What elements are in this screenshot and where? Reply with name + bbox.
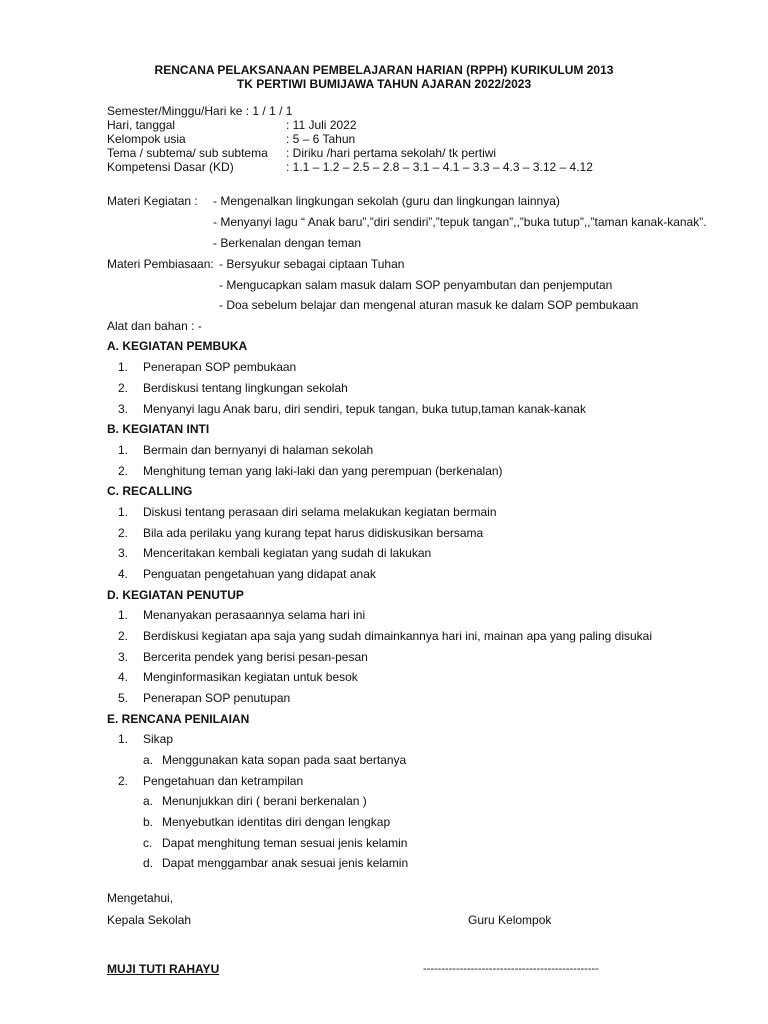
list-number: 5. — [118, 691, 129, 705]
tema-label: Tema / subtema/ sub subtema — [107, 146, 268, 160]
document-title-line2: TK PERTIWI BUMIJAWA TAHUN AJARAN 2022/2023 — [236, 77, 532, 91]
materi-pembiasaan-item: - Mengucapkan salam masuk dalam SOP penyambutan dan penjemputan — [219, 278, 613, 292]
list-item: Berdiskusi kegiatan apa saja yang sudah dimainkannya hari ini, mainan apa yang paling disukai — [143, 629, 652, 643]
sublist-item: Menyebutkan identitas diri dengan lengkap — [162, 815, 391, 829]
list-number: 4. — [118, 670, 129, 684]
section-heading-e: E. RENCANA PENILAIAN — [107, 712, 250, 726]
list-number: 1. — [118, 443, 129, 457]
list-number: 3. — [118, 402, 129, 416]
alat-bahan: Alat dan bahan : - — [107, 319, 202, 333]
list-item: Penerapan SOP pembukaan — [143, 360, 297, 374]
kepala-sekolah-label: Kepala Sekolah — [107, 913, 192, 927]
sublist-letter: c. — [143, 836, 153, 850]
kd-label: Kompetensi Dasar (KD) — [107, 160, 234, 174]
list-item: Bila ada perilaku yang kurang tepat harus didiskusikan bersama — [143, 526, 484, 540]
list-number: 1. — [118, 505, 129, 519]
list-number: 1. — [118, 360, 129, 374]
mengetahui-label: Mengetahui, — [107, 891, 174, 905]
materi-pembiasaan-item: - Doa sebelum belajar dan mengenal aturan masuk ke dalam SOP pembukaan — [219, 298, 639, 312]
list-item: Menceritakan kembali kegiatan yang sudah di lakukan — [143, 546, 432, 560]
hari-tanggal-label: Hari, tanggal — [107, 118, 176, 132]
materi-pembiasaan-label: Materi Pembiasaan: — [107, 257, 214, 271]
sublist-letter: a. — [143, 794, 154, 808]
materi-kegiatan-item: - Berkenalan dengan teman — [213, 236, 362, 250]
list-number: 2. — [118, 774, 129, 788]
kelompok-usia-value: : 5 – 6 Tahun — [286, 132, 356, 146]
kelompok-usia-label: Kelompok usia — [107, 132, 186, 146]
list-item: Bercerita pendek yang berisi pesan-pesan — [143, 650, 368, 664]
sublist-letter: a. — [143, 753, 154, 767]
list-item: Menginformasikan kegiatan untuk besok — [143, 670, 358, 684]
list-item: Berdiskusi tentang lingkungan sekolah — [143, 381, 348, 395]
guru-kelompok-label: Guru Kelompok — [468, 913, 552, 927]
list-number: 2. — [118, 526, 129, 540]
sublist-item: Dapat menghitung teman sesuai jenis kelamin — [162, 836, 408, 850]
semester-label: Semester/Minggu/Hari ke : 1 / 1 / 1 — [107, 104, 293, 118]
sublist-letter: b. — [143, 815, 154, 829]
list-item: Menyanyi lagu Anak baru, diri sendiri, tepuk tangan, buka tutup,taman kanak-kanak — [143, 402, 586, 416]
section-heading-d: D. KEGIATAN PENUTUP — [107, 588, 244, 602]
guru-signature-line: ------------------------------------------------ — [423, 963, 599, 975]
sublist-item: Dapat menggambar anak sesuai jenis kelamin — [162, 856, 409, 870]
materi-kegiatan-item: - Menyanyi lagu “ Anak baru”,”diri sendiri”,”tepuk tangan”,,”buka tutup”,,”taman kanak-kanak”. — [213, 215, 707, 229]
list-item: Menanyakan perasaannya selama hari ini — [143, 608, 366, 622]
kepala-sekolah-name: MUJI TUTI RAHAYU — [107, 962, 220, 976]
sublist-letter: d. — [143, 856, 154, 870]
list-item: Penerapan SOP penutupan — [143, 691, 291, 705]
list-number: 4. — [118, 567, 129, 581]
hari-tanggal-value: : 11 Juli 2022 — [286, 118, 357, 132]
list-item: Sikap — [143, 732, 174, 746]
list-item: Menghitung teman yang laki-laki dan yang perempuan (berkenalan) — [143, 464, 503, 478]
list-item: Diskusi tentang perasaan diri selama melakukan kegiatan bermain — [143, 505, 497, 519]
list-number: 2. — [118, 629, 129, 643]
sublist-item: Menggunakan kata sopan pada saat bertanya — [162, 753, 407, 767]
materi-pembiasaan-item: - Bersyukur sebagai ciptaan Tuhan — [219, 257, 405, 271]
sublist-item: Menunjukkan diri ( berani berkenalan ) — [162, 794, 367, 808]
tema-value: : Diriku /hari pertama sekolah/ tk pertiwi — [286, 146, 497, 160]
section-heading-b: B. KEGIATAN INTI — [107, 422, 210, 436]
list-number: 3. — [118, 546, 129, 560]
list-number: 1. — [118, 732, 129, 746]
list-item: Penguatan pengetahuan yang didapat anak — [143, 567, 376, 581]
section-heading-c: C. RECALLING — [107, 484, 193, 498]
section-heading-a: A. KEGIATAN PEMBUKA — [107, 339, 248, 353]
document-title-line1: RENCANA PELAKSANAAN PEMBELAJARAN HARIAN (RPPH) KURIKULUM 2013 — [154, 63, 614, 77]
list-number: 1. — [118, 608, 129, 622]
materi-kegiatan-label: Materi Kegiatan : — [107, 194, 198, 208]
list-number: 2. — [118, 381, 129, 395]
list-item: Bermain dan bernyanyi di halaman sekolah — [143, 443, 374, 457]
list-item: Pengetahuan dan ketrampilan — [143, 774, 304, 788]
list-number: 3. — [118, 650, 129, 664]
materi-kegiatan-item: - Mengenalkan lingkungan sekolah (guru dan lingkungan lainnya) — [213, 194, 560, 208]
list-number: 2. — [118, 464, 129, 478]
kd-value: : 1.1 – 1.2 – 2.5 – 2.8 – 3.1 – 4.1 – 3.3 – 4.3 – 3.12 – 4.12 — [286, 160, 593, 174]
